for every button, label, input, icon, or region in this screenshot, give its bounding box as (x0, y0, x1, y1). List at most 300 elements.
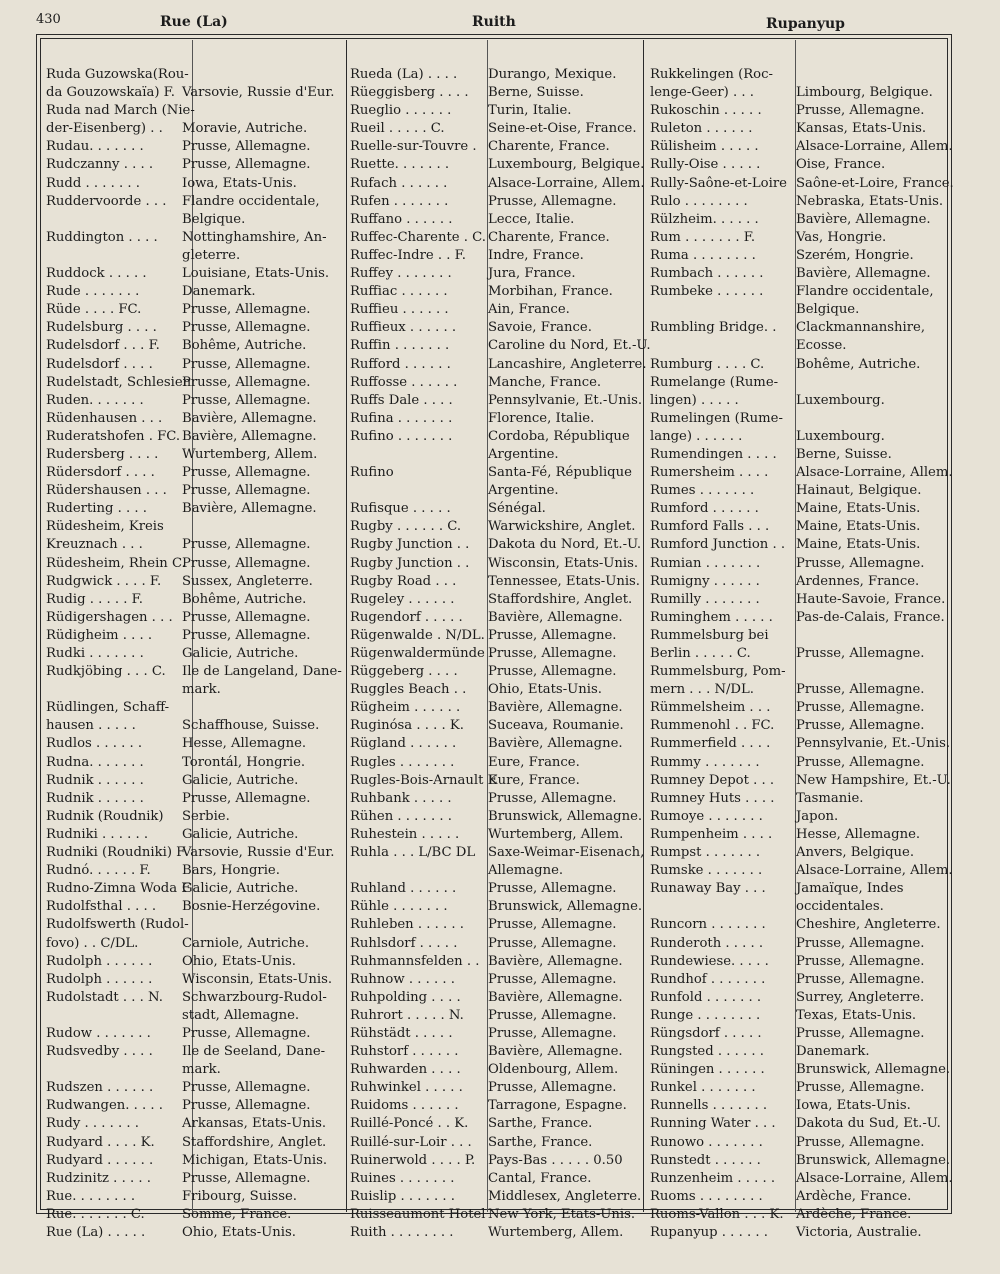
place-location: Galicie, Autriche. (182, 881, 299, 897)
place-location: Lecce, Italie. (488, 211, 575, 227)
gazetteer-entry (46, 482, 342, 500)
place-location: Bavière, Allemagne. (182, 501, 317, 517)
place-location: Bavière, Allemagne. (488, 736, 623, 752)
place-name: Rüdershausen . . . (46, 483, 167, 499)
place-location: Argentine. (488, 446, 559, 462)
place-location: Bavière, Allemagne. (488, 989, 623, 1005)
place-location: Prusse, Allemagne. (488, 1007, 617, 1023)
place-location: Suceava, Roumanie. (488, 718, 624, 734)
place-location: Wurtemberg, Allem. (488, 826, 624, 842)
gazetteer-entry (350, 663, 644, 681)
gazetteer-entry (650, 790, 956, 808)
place-name: Ruhla . . . L/BC DL (350, 845, 476, 861)
gazetteer-entry (350, 500, 644, 518)
gazetteer-entry (46, 428, 342, 446)
gazetteer-entry (650, 808, 956, 826)
place-location: Prusse, Allemagne. (488, 790, 617, 806)
gazetteer-entry (46, 790, 342, 808)
place-location: Bavière, Allemagne. (488, 700, 623, 716)
gazetteer-entry (650, 663, 956, 681)
gazetteer-entry (350, 1061, 644, 1079)
place-name: Rudkjöbing . . . C. (46, 664, 166, 680)
place-name: Runaway Bay . . . (650, 881, 766, 897)
gazetteer-entry (650, 1134, 956, 1152)
gazetteer-entry (650, 175, 956, 193)
gazetteer-entry (350, 138, 644, 156)
place-name: Ruggles Beach . . (350, 682, 467, 698)
gazetteer-entry (46, 229, 342, 247)
place-location: Prusse, Allemagne. (182, 392, 311, 408)
gazetteer-entry (350, 609, 644, 627)
place-location: New York, Etats-Unis. (488, 1206, 636, 1222)
place-name (650, 337, 792, 355)
place-name: Ruhstorf . . . . . . (350, 1044, 459, 1060)
gazetteer-entry (350, 319, 644, 337)
gazetteer-entry (46, 301, 342, 319)
gazetteer-entry (350, 175, 644, 193)
gazetteer-entry (46, 1043, 342, 1061)
gazetteer-entry (350, 410, 644, 428)
gazetteer-entry (350, 1134, 644, 1152)
place-location: Bavière, Allemagne. (182, 428, 317, 444)
place-location: Wisconsin, Etats-Unis. (488, 555, 639, 571)
gazetteer-entry (650, 156, 956, 174)
place-location: Alsace-Lorraine, Allem. (796, 1170, 953, 1186)
place-name: Rümmelsheim . . . (650, 700, 771, 716)
place-location: Morbihan, France. (488, 284, 613, 300)
place-location (792, 66, 956, 84)
place-name: Rumes . . . . . . . (650, 483, 755, 499)
place-name: Ruda Guzowska(Rou- (46, 67, 189, 82)
place-location: gleterre. (182, 247, 241, 263)
place-name: Kreuznach . . . (46, 537, 143, 553)
place-name: Ruhpolding . . . . (350, 989, 461, 1005)
place-location: Alsace-Lorraine, Allem. (796, 139, 953, 155)
place-location: Belgique. (182, 211, 246, 227)
place-location: Ardèche, France. (796, 1188, 912, 1204)
place-name: Rudwangen. . . . . (46, 1098, 163, 1114)
place-location: Florence, Italie. (488, 410, 595, 426)
gazetteer-entry (350, 862, 644, 880)
place-location: Alsace-Lorraine, Allem. (796, 863, 953, 879)
gazetteer-entry (650, 844, 956, 862)
place-location: Jura, France. (488, 266, 576, 282)
place-name: Rueda (La) . . . . (350, 67, 458, 82)
place-location: Pennsylvanie, Et.-Unis. (796, 736, 951, 752)
place-name: Ruffieu . . . . . . (350, 302, 449, 318)
place-name: Rummenohl . . FC. (650, 718, 775, 734)
place-name: Rüdlingen, Schaff- (46, 700, 170, 716)
gazetteer-entry (650, 735, 956, 753)
place-name: Rumilly . . . . . . . (650, 591, 760, 607)
place-location: Prusse, Allemagne. (182, 627, 311, 643)
place-location (178, 518, 342, 536)
gazetteer-entry (650, 66, 956, 84)
gazetteer-entry (46, 1134, 342, 1152)
place-name: Ruhwinkel . . . . . (350, 1080, 463, 1096)
place-location: Prusse, Allemagne. (796, 935, 925, 951)
gazetteer-entry (46, 898, 342, 916)
place-name (46, 1061, 178, 1079)
gazetteer-entry (46, 410, 342, 428)
place-location: Tasmanie. (796, 790, 864, 806)
gazetteer-entry (350, 953, 644, 971)
gazetteer-entry (350, 1043, 644, 1061)
gazetteer-entry (650, 84, 956, 102)
gazetteer-entry (650, 374, 956, 392)
place-location: Wisconsin, Etats-Unis. (182, 971, 333, 987)
place-location: occidentales. (796, 899, 884, 915)
place-name: Ruhbank . . . . . (350, 790, 452, 806)
gazetteer-entry (350, 1152, 644, 1170)
gazetteer-entry (350, 1115, 644, 1133)
place-name: Rüdigershagen . . . (46, 609, 173, 625)
gazetteer-entry (46, 464, 342, 482)
place-location: Moravie, Autriche. (182, 121, 308, 137)
place-name: Ruhlsdorf . . . . . (350, 935, 458, 951)
place-location: Tennessee, Etats-Unis. (488, 573, 640, 589)
place-location: Szerém, Hongrie. (796, 247, 914, 263)
gazetteer-entry (650, 1097, 956, 1115)
place-name: Rupanyup . . . . . . (650, 1225, 768, 1240)
gazetteer-entry (350, 1170, 644, 1188)
place-name: Runderoth . . . . . (650, 935, 764, 951)
gazetteer-entry (46, 500, 342, 518)
gazetteer-entry (46, 319, 342, 337)
gazetteer-entry (650, 1043, 956, 1061)
place-name: Running Water . . . (650, 1116, 776, 1132)
place-name: Ruffieux . . . . . . (350, 320, 457, 336)
place-name: Ruette. . . . . . . (350, 157, 450, 173)
place-name: Rulo . . . . . . . . (650, 193, 748, 209)
gazetteer-entry (350, 555, 644, 573)
place-name: Rüdenhausen . . . (46, 410, 163, 426)
place-name: Rügenwalde . N/DL. (350, 627, 485, 643)
gazetteer-entry (650, 916, 956, 934)
place-name: Rudolfswerth (Rudol- (46, 917, 189, 933)
place-location: Savoie, France. (488, 320, 592, 336)
place-location (178, 66, 342, 84)
gazetteer-entry (46, 1061, 342, 1079)
gazetteer-entry (650, 1170, 956, 1188)
gazetteer-entry (350, 265, 644, 283)
gazetteer-entry (650, 754, 956, 772)
place-location: Maine, Etats-Unis. (796, 537, 921, 553)
place-name: Rugles . . . . . . . (350, 754, 455, 770)
place-name: Rudniki (Roudniki) F (46, 845, 186, 861)
place-location: Torontál, Hongrie. (182, 754, 306, 770)
place-name: lange) . . . . . . (650, 428, 743, 444)
place-location: Warwickshire, Anglet. (488, 519, 636, 535)
place-location: Iowa, Etats-Unis. (796, 1098, 911, 1114)
place-name: Berlin . . . . . C. (650, 646, 751, 661)
place-location: Schaffhouse, Suisse. (182, 718, 320, 734)
place-location: Kansas, Etats-Unis. (796, 121, 927, 137)
gazetteer-entry (350, 1224, 644, 1242)
place-name: Ruidoms . . . . . . (350, 1098, 459, 1114)
place-name: Rude . . . . . . . (46, 284, 140, 300)
place-name: Rugby . . . . . . C. (350, 519, 462, 535)
place-location: Prusse, Allemagne. (796, 754, 925, 770)
place-location (178, 916, 342, 934)
place-location: Prusse, Allemagne. (796, 953, 925, 969)
place-location: Argentine. (488, 483, 559, 499)
place-name: Rugeley . . . . . . (350, 591, 455, 607)
place-location: Somme, France. (182, 1206, 292, 1222)
gazetteer-entry (46, 699, 342, 717)
place-location: Ile de Seeland, Dane- (182, 1044, 326, 1060)
place-name: Rumelingen (Rume- (650, 410, 783, 426)
place-name: Rudig . . . . . F. (46, 591, 143, 607)
place-location: Prusse, Allemagne. (182, 609, 311, 625)
place-name: Rugby Junction . . (350, 555, 470, 571)
gazetteer-entry (46, 609, 342, 627)
place-name: Runge . . . . . . . . (650, 1007, 761, 1023)
place-name: Ruith . . . . . . . . (350, 1225, 454, 1240)
gazetteer-entry (650, 247, 956, 265)
gazetteer-entry (350, 1206, 644, 1224)
gazetteer-entry (46, 518, 342, 536)
place-location: Prusse, Allemagne. (488, 1080, 617, 1096)
place-name: Rudelsdorf . . . . (46, 356, 153, 372)
place-name: Rukoschin . . . . . (650, 103, 762, 119)
gazetteer-entry (46, 1115, 342, 1133)
place-location: Flandre occidentale, (182, 193, 320, 209)
place-name: Ruffiac . . . . . . (350, 284, 448, 300)
place-name (46, 211, 178, 229)
place-location: Pennsylvanie, Et.-Unis. (488, 392, 643, 408)
gazetteer-entry (350, 772, 644, 790)
gazetteer-entry (46, 392, 342, 410)
gazetteer-entry (46, 627, 342, 645)
place-name: Rufino (350, 465, 394, 481)
place-name: Ruhwarden . . . . (350, 1062, 461, 1078)
gazetteer-entry (46, 1097, 342, 1115)
place-location: Turin, Italie. (488, 103, 572, 119)
gazetteer-entry (350, 156, 644, 174)
place-name: Ruddington . . . . (46, 229, 158, 245)
place-name: Runkel . . . . . . . (650, 1080, 756, 1096)
gazetteer-entry (350, 880, 644, 898)
place-name: Rudelsburg . . . . (46, 320, 157, 336)
gazetteer-entry (650, 211, 956, 229)
gazetteer-entry (650, 229, 956, 247)
place-location: Bavière, Allemagne. (488, 953, 623, 969)
place-name: Rudersberg . . . . (46, 446, 159, 462)
gazetteer-entry (350, 66, 644, 84)
place-location: Eure, France. (488, 754, 580, 770)
place-location: Prusse, Allemagne. (796, 1080, 925, 1096)
place-location: Iowa, Etats-Unis. (182, 175, 297, 191)
gazetteer-entry (650, 717, 956, 735)
place-name: Rudy . . . . . . . (46, 1116, 140, 1132)
gazetteer-entry (46, 1007, 342, 1025)
place-location: Louisiane, Etats-Unis. (182, 266, 330, 282)
gazetteer-entry (650, 555, 956, 573)
place-location: Nebraska, Etats-Unis. (796, 193, 944, 209)
gazetteer-entry (46, 84, 342, 102)
place-location: Prusse, Allemagne. (182, 139, 311, 155)
running-head-center: Ruith (472, 14, 516, 30)
gazetteer-entry (650, 699, 956, 717)
gazetteer-entry (650, 645, 956, 663)
gazetteer-entry (650, 536, 956, 554)
gazetteer-entry (350, 935, 644, 953)
place-location: Haute-Savoie, France. (796, 591, 946, 607)
place-location: Belgique. (796, 302, 860, 318)
place-location: Bavière, Allemagne. (796, 211, 931, 227)
gazetteer-entry (650, 898, 956, 916)
place-location: Maine, Etats-Unis. (796, 501, 921, 517)
place-location: Prusse, Allemagne. (796, 555, 925, 571)
place-location: Anvers, Belgique. (796, 845, 915, 861)
place-name: Rumigny . . . . . . (650, 573, 760, 589)
place-name: Ruffec-Charente . C. (350, 229, 486, 245)
gazetteer-entry (46, 1224, 342, 1242)
place-location: Japon. (796, 808, 839, 824)
place-name (46, 1007, 178, 1025)
gazetteer-entry (650, 1061, 956, 1079)
place-name: Rudszen . . . . . . (46, 1080, 154, 1096)
place-location: Lancashire, Angleterre. (488, 356, 647, 372)
place-name: Rummy . . . . . . . (650, 754, 760, 770)
page-header (36, 6, 956, 34)
place-name: Ruffec-Indre . . F. (350, 247, 466, 263)
place-name: Rufina . . . . . . . (350, 410, 453, 426)
place-name: Rumney Depot . . . (650, 772, 775, 788)
gazetteer-entry (46, 337, 342, 355)
gazetteer-entry (650, 120, 956, 138)
place-location: Bohême, Autriche. (182, 591, 307, 607)
gazetteer-entry (350, 374, 644, 392)
place-name: Rudau. . . . . . . (46, 139, 144, 155)
gazetteer-entry (350, 645, 644, 663)
gazetteer-entry (350, 356, 647, 374)
place-name: Rumian . . . . . . . (650, 555, 761, 571)
gazetteer-entry (350, 536, 644, 554)
place-location: Sarthe, France. (488, 1116, 593, 1132)
place-location: Berne, Suisse. (488, 85, 584, 101)
place-name: Ruislip . . . . . . . (350, 1188, 455, 1204)
gazetteer-entry (650, 1079, 956, 1097)
place-name: Rue. . . . . . . . (46, 1188, 136, 1204)
place-location: Prusse, Allemagne. (796, 646, 925, 661)
place-location: Bosnie-Herzégovine. (182, 899, 321, 915)
place-location: Bavière, Allemagne. (182, 410, 317, 426)
gazetteer-entry (350, 1097, 644, 1115)
place-location: New Hampshire, Et.-U. (796, 772, 951, 788)
place-location: Staffordshire, Anglet. (488, 591, 633, 607)
gazetteer-entry (46, 754, 342, 772)
place-location: Alsace-Lorraine, Allem. (488, 175, 645, 191)
running-head-left: Rue (La) (160, 14, 228, 30)
place-name: Rungsted . . . . . . (650, 1044, 764, 1060)
page-number: 430 (36, 12, 61, 27)
place-location: Berne, Suisse. (796, 446, 892, 462)
place-location: Dakota du Nord, Et.-U. (488, 537, 642, 553)
place-name: Rülisheim . . . . . (650, 139, 759, 155)
place-location: Santa-Fé, République (488, 465, 632, 481)
place-name: Rue. . . . . . . C. (46, 1206, 145, 1222)
place-location: Pays-Bas . . . . . 0.50 (488, 1152, 623, 1168)
gazetteer-entry (350, 808, 644, 826)
place-name: Rudlos . . . . . . (46, 736, 143, 752)
gazetteer-entry (650, 591, 956, 609)
place-name: Ruillé-sur-Loir . . . (350, 1134, 472, 1150)
place-location: Prusse, Allemagne. (182, 555, 311, 571)
gazetteer-entry (650, 953, 956, 971)
gazetteer-entry (650, 627, 956, 645)
place-name: Rufen . . . . . . . (350, 193, 449, 209)
place-location: Danemark. (796, 1044, 870, 1060)
gazetteer-entry (650, 573, 956, 591)
gazetteer-entry (350, 971, 644, 989)
place-name: Rudolph . . . . . . (46, 971, 153, 987)
place-location: Bars, Hongrie. (182, 863, 280, 879)
place-location: Prusse, Allemagne. (488, 935, 617, 951)
gazetteer-entry (350, 1025, 644, 1043)
gazetteer-entry (650, 337, 956, 355)
gazetteer-entry (350, 120, 644, 138)
gazetteer-entry (46, 808, 342, 826)
place-name: Rugles-Bois-Arnault K (350, 772, 498, 788)
place-name: Ruderting . . . . (46, 501, 147, 517)
place-name: Rüdesheim, Kreis (46, 519, 164, 535)
place-name: Rumbach . . . . . . (650, 266, 764, 282)
gazetteer-entry (650, 392, 956, 410)
place-name: Rumendingen . . . . (650, 446, 777, 462)
place-location: Brunswick, Allemagne. (796, 1152, 951, 1168)
gazetteer-entry (650, 1224, 956, 1242)
place-location: Ohio, Etats-Unis. (182, 1225, 296, 1240)
place-location: Galicie, Autriche. (182, 646, 299, 661)
place-name: fovo) . . C/DL. (46, 935, 139, 951)
place-name: Rummelsburg, Pom- (650, 664, 786, 680)
place-location: Flandre occidentale, (796, 284, 934, 300)
place-location: Ile de Langeland, Dane- (182, 664, 342, 680)
place-name: Rühen . . . . . . . (350, 808, 452, 824)
gazetteer-entry (46, 1152, 342, 1170)
place-location: Cheshire, Angleterre. (796, 917, 941, 933)
place-name (46, 247, 178, 265)
place-location: Saône-et-Loire, France. (796, 175, 954, 191)
gazetteer-entry (46, 989, 342, 1007)
gazetteer-entry (46, 356, 342, 374)
gazetteer-entry (650, 410, 956, 428)
place-location: Hesse, Allemagne. (182, 736, 307, 752)
gazetteer-entry (650, 319, 956, 337)
place-location: Prusse, Allemagne. (182, 1098, 311, 1114)
place-name: Ruda nad March (Nie- (46, 103, 195, 119)
gazetteer-entry (650, 989, 956, 1007)
place-location: Prusse, Allemagne. (796, 700, 925, 716)
place-location: Prusse, Allemagne. (182, 537, 311, 553)
gazetteer-entry (350, 844, 644, 862)
place-location: Seine-et-Oise, France. (488, 121, 637, 137)
gazetteer-entry (650, 1152, 956, 1170)
place-name: Rundhof . . . . . . . (650, 971, 766, 987)
place-name: Runcorn . . . . . . . (650, 917, 766, 933)
place-location: Durango, Mexique. (488, 67, 617, 82)
place-name: Rudno-Zimna Woda F (46, 881, 191, 897)
place-name: Ruelle-sur-Touvre . (350, 139, 477, 155)
place-name: Rummelsburg bei (650, 627, 769, 643)
place-location: Alsace-Lorraine, Allem. (796, 465, 953, 481)
place-location: Schwarzbourg-Rudol- (182, 989, 327, 1005)
gazetteer-entry (350, 717, 644, 735)
place-location: Ardèche, France. (796, 1206, 912, 1222)
place-name: Rumoye . . . . . . . (650, 808, 763, 824)
